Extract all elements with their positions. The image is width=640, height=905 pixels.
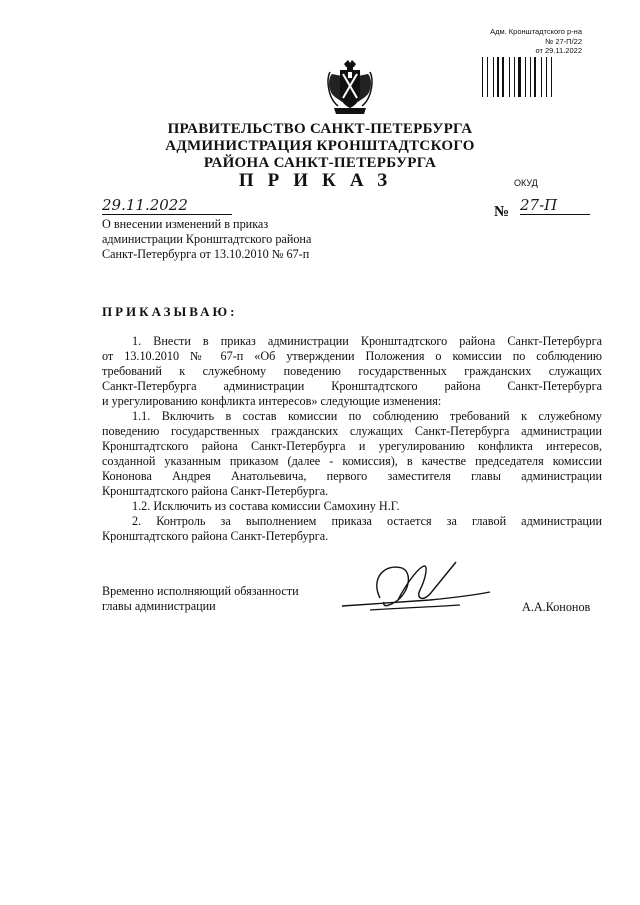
body-line-4: Санкт-Петербурга администрации Кронштадтского района Санкт-Петербурга [102, 379, 602, 393]
body-line-6: 1.1. Включить в состав комиссии по соблюдению требований к служебному [132, 409, 602, 423]
body-line-14: Кронштадтского района Санкт-Петербурга. [102, 529, 329, 543]
handwritten-signature [340, 558, 500, 628]
document-type-title: ПРИКАЗ [238, 170, 402, 191]
document-number: 27-П [520, 196, 590, 215]
coat-of-arms-emblem [326, 58, 374, 116]
org-name-line2: АДМИНИСТРАЦИЯ КРОНШТАДТСКОГО [165, 138, 475, 154]
subject-line1: О внесении изменений в приказ [102, 217, 269, 231]
order-directive: ПРИКАЗЫВАЮ: [102, 304, 238, 319]
document-date: 29.11.2022 [102, 196, 232, 215]
body-line-11: Кронштадтского района Санкт-Петербурга. [102, 484, 329, 498]
number-sign: № [494, 204, 510, 220]
body-line-12: 1.2. Исключить из состава комиссии Самохину Н.Г. [132, 499, 400, 513]
org-name-line3: РАЙОНА САНКТ-ПЕТЕРБУРГА [203, 155, 437, 171]
body-line-13: 2. Контроль за выполнением приказа остается за главой администрации [132, 514, 602, 528]
body-line-7: поведению государственных гражданских служащих Санкт-Петербурга администрации [102, 424, 602, 438]
body-line-9: созданной указанным приказом (далее - комиссия), в качестве председателя комиссии [102, 454, 602, 468]
body-line-1: 1. Внести в приказ администрации Кронштадтского района Санкт-Петербурга [132, 334, 602, 348]
signatory-role-line1: Временно исполняющий обязанности [102, 584, 299, 598]
org-name-line1: ПРАВИТЕЛЬСТВО САНКТ-ПЕТЕРБУРГА [167, 121, 473, 137]
body-line-10: Кононова Андрея Анатольевича, первого заместителя главы администрации [102, 469, 602, 483]
body-line-8: Кронштадтского района Санкт-Петербурга и урегулированию конфликта интересов, [102, 439, 602, 453]
okud-label: ОКУД [514, 178, 538, 188]
signatory-role-line2: главы администрации [102, 599, 216, 613]
registration-stamp-number: № 27-П/22 [545, 37, 582, 46]
subject-line2: администрации Кронштадтского района [102, 232, 312, 246]
body-line-2: от 13.10.2010 № 67-п «Об утверждении Положения о комиссии по соблюдению [102, 349, 602, 363]
registration-stamp-line1: Адм. Кронштадтского р-на [490, 27, 582, 36]
body-line-3: требований к служебному поведению государственных гражданских служащих [102, 364, 602, 378]
subject-line3: Санкт-Петербурга от 13.10.2010 № 67-п [102, 247, 310, 261]
body-line-5: и урегулированию конфликта интересов» следующие изменения: [102, 394, 442, 408]
barcode [482, 57, 566, 97]
registration-stamp-date: от 29.11.2022 [535, 46, 582, 55]
signatory-name: А.А.Кононов [522, 600, 591, 614]
